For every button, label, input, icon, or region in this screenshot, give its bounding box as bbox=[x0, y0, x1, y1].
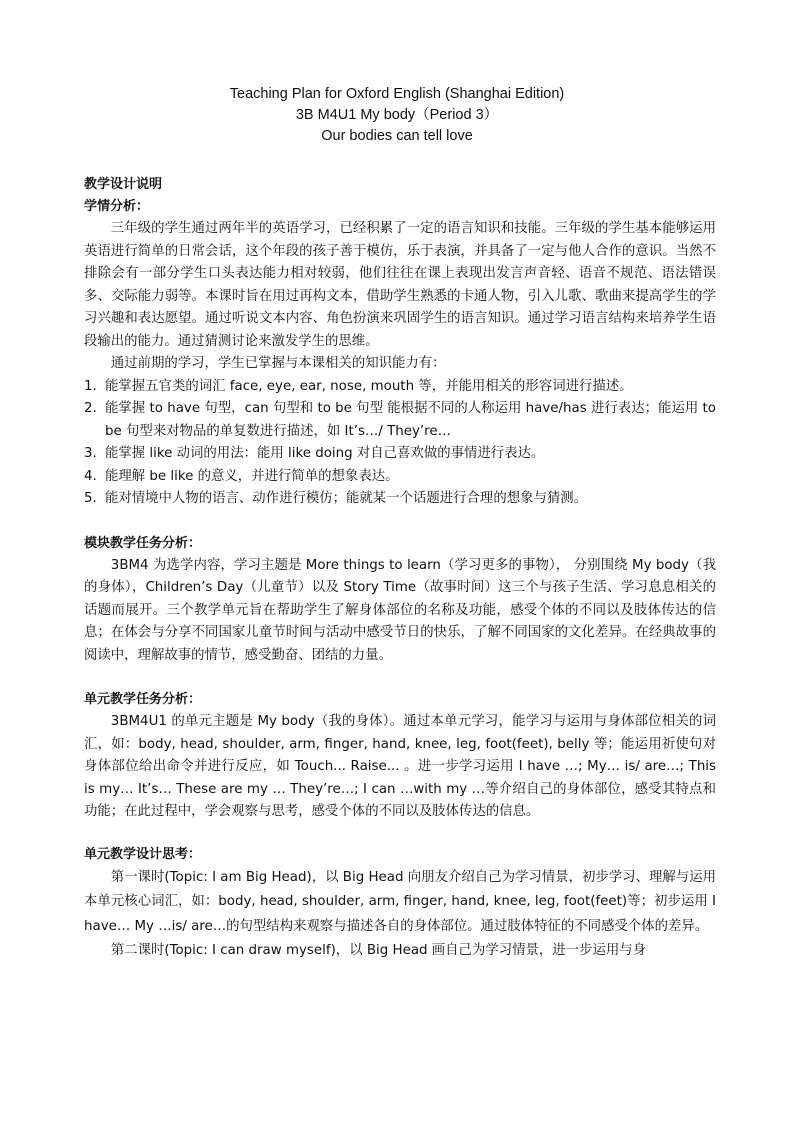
module-analysis-heading: 模块教学任务分析： bbox=[84, 535, 202, 551]
list-number: 5. bbox=[84, 491, 97, 506]
section-spacer bbox=[84, 667, 716, 689]
period-one-paragraph: 第一课时(Topic: I am Big Head)，以 Big Head 向朋友介绍自己为学习情景，初步学习、理解与运用本单元核心词汇，如：body, head, shoulder, arm, finger, hand, knee, leg, foot(feet)等；初步运用 I have… My …is/ are…的句型结构来观察与描述各自的身体部位。通过肢体特征的不同感受个体的差异。 bbox=[84, 869, 716, 934]
list-text: 能理解 be like 的意义，并进行简单的想象表达。 bbox=[105, 468, 399, 484]
document-header bbox=[0, 84, 794, 147]
list-item bbox=[84, 443, 716, 466]
list-text: 能掌握 to have 句型，can 句型和 to be 句型 能根据不同的人称运用 have/has 进行表达；能运用 to be 句型来对物品的单复数进行描述，如 It’s…/ They’re… bbox=[105, 401, 716, 439]
student-analysis-paragraph: 三年级的学生通过两年半的英语学习，已经积累了一定的语言知识和技能。三年级的学生基本能够运用英语进行简单的日常会话，这个年段的孩子善于模仿，乐于表演，并具备了一定与他人合作的意识。当然不排除会有一部分学生口头表达能力相对较弱，他们往往在课上表现出发言声音轻、语音不规范、语法错误多、交际能力弱等。本课时旨在用过再构文本，借助学生熟悉的卡通人物，引入儿歌、歌曲来提高学生的学习兴趣和表达愿望。通过听说文本内容、角色扮演来巩固学生的语言知识。通过学习语言结构来培养学生语段输出的能力。通过猜测讨论来激发学生的思维。 bbox=[84, 221, 716, 349]
unit-analysis-heading: 单元教学任务分析： bbox=[84, 692, 202, 707]
document-body bbox=[84, 174, 716, 964]
list-number: 4. bbox=[84, 468, 97, 484]
section-spacer bbox=[84, 824, 716, 844]
header-unit: 3B M4U1 My body（Period 3） bbox=[295, 107, 499, 123]
list-item bbox=[84, 488, 716, 511]
list-item bbox=[84, 398, 716, 443]
unit-analysis-paragraph: 3BM4U1 的单元主题是 My body（我的身体）。通过本单元学习，能学习与运用与身体部位相关的词汇，如：body, head, shoulder, arm, finger, hand, knee, leg, foot(feet), belly 等；能运用祈使句对身体部位给出命令并进行反应，如 Touch... Raise... 。进一步学习运用 I have …; My… is/ are…; This is my… It’s… These are my … They’re…; I can …with my …等介绍自己的身体部位，感受其特点和功能；在此过程中，学会观察与思考，感受个体的不同以及肢体传达的信息。 bbox=[84, 714, 716, 819]
prior-knowledge-list bbox=[84, 376, 716, 511]
list-item bbox=[84, 466, 716, 489]
prior-knowledge-intro: 通过前期的学习，学生已掌握与本课相关的知识能力有： bbox=[110, 356, 446, 371]
list-text: 能掌握五官类的词汇 face, eye, ear, nose, mouth 等，并能用相关的形容词进行描述。 bbox=[105, 378, 633, 394]
header-title: Teaching Plan for Oxford English (Shanghai Edition) bbox=[229, 86, 565, 102]
list-text: 能掌握 like 动词的用法：能用 like doing 对自己喜欢做的事情进行表达。 bbox=[105, 446, 545, 461]
student-analysis-heading: 学情分析： bbox=[84, 199, 150, 214]
list-item bbox=[84, 376, 716, 399]
unit-reflection-heading: 单元教学设计思考： bbox=[84, 846, 202, 862]
list-text: 能对情境中人物的语言、动作进行模仿；能就某一个话题进行合理的想象与猜测。 bbox=[105, 491, 588, 506]
list-number: 3. bbox=[84, 446, 97, 461]
list-number: 1. bbox=[84, 378, 97, 394]
period-two-paragraph: 第二课时(Topic: I can draw myself)，以 Big Head 画自己为学习情景，进一步运用与身 bbox=[110, 943, 647, 958]
module-analysis-paragraph: 3BM4 为选学内容，学习主题是 More things to learn（学习更多的事物）， 分别围绕 My body（我的身体），Children’s Day（儿童节）以及 Story Time（故事时间）这三个与孩子生活、学习息息相关的话题而展开。三个教学单元旨在帮助学生了解身体部位的名称及功能，感受个体的不同以及肢体传达的信息；在体会与分享不同国家儿童节时间与活动中感受节日的快乐，了解不同国家的文化差异。在经典故事的阅读中，理解故事的情节，感受勤奋、团结的力量。 bbox=[84, 557, 716, 663]
list-number: 2. bbox=[84, 401, 97, 416]
header-subtitle: Our bodies can tell love bbox=[321, 128, 473, 144]
section-spacer bbox=[84, 511, 716, 533]
design-note-heading: 教学设计说明 bbox=[84, 177, 163, 192]
